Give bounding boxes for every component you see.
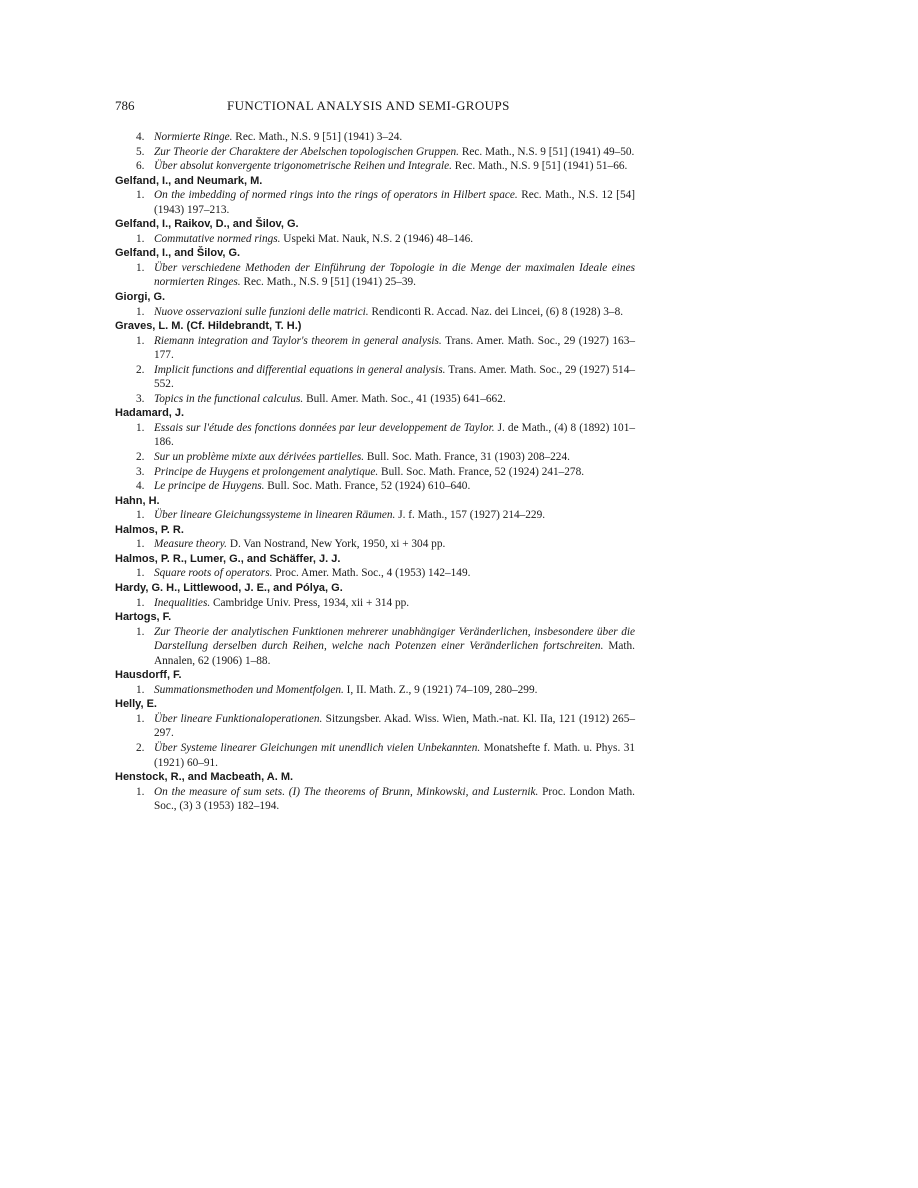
reference-title: Über verschiedene Methoden der Einführung der Topologie in die Menge der maximalen Ideale eines normierten Ringes. [154,261,635,289]
author-heading: Giorgi, G. [115,291,166,304]
reference-title: Square roots of operators. [154,567,273,580]
reference-number: 2. [136,363,145,376]
reference-title: On the measure of sum sets. (I) The theorems of Brunn, Minkowski, and Lusternik. [154,785,539,798]
reference-item [115,130,635,145]
reference-item [115,596,635,611]
reference-source: Sitzungsber. Akad. Wiss. Wien, Math.-nat. Kl. IIa, 121 (1912) 265–297. [154,712,636,740]
reference-source: Trans. Amer. Math. Soc., 29 (1927) 514–552. [154,363,635,391]
reference-number: 1. [136,334,145,347]
reference-number: 1. [136,232,145,245]
reference-number: 1. [136,261,145,274]
reference-source: Rec. Math., N.S. 9 [51] (1941) 49–50. [461,145,635,158]
reference-number: 5. [136,145,145,158]
author-heading: Gelfand, I., and Šilov, G. [115,247,241,260]
author-heading: Helly, E. [115,698,157,711]
reference-item [115,465,635,480]
reference-number: 2. [136,451,145,464]
reference-title: Essais sur l'étude des fonctions données par leur developpement de Taylor. [154,421,495,434]
reference-item [115,421,635,450]
reference-item [115,232,635,247]
reference-title: Principe de Huygens et prolongement analytique. [154,465,379,478]
reference-number: 1. [136,683,145,696]
reference-source: Bull. Soc. Math. France, 52 (1924) 241–278. [381,465,585,478]
reference-title: Normierte Ringe. [154,131,233,143]
reference-source: D. Van Nostrand, New York, 1950, xi + 304 pp. [229,538,446,551]
reference-item [115,566,635,581]
reference-number: 1. [136,596,145,609]
reference-number: 6. [136,160,145,173]
reference-source: Rec. Math., N.S. 12 [54] (1943) 197–213. [154,189,636,216]
reference-title: Inequalities. [154,596,211,609]
reference-item [115,392,635,407]
reference-number: 1. [136,538,145,551]
reference-source: Rec. Math., N.S. 9 [51] (1941) 51–66. [454,160,628,173]
reference-list [115,130,635,814]
reference-number: 1. [136,305,145,318]
reference-number: 1. [136,567,145,580]
reference-title: On the imbedding of normed rings into the rings of operators in Hilbert space. [154,189,518,202]
reference-item [115,785,635,814]
reference-item [115,537,635,552]
reference-number: 3. [136,465,145,478]
reference-title: Riemann integration and Taylor's theorem in general analysis. [154,334,442,347]
reference-source: Math. Annalen, 62 (1906) 1–88. [154,640,635,667]
reference-number: 1. [136,509,145,522]
reference-source: Bull. Soc. Math. France, 52 (1924) 610–640. [267,480,471,493]
reference-source: Bull. Soc. Math. France, 31 (1903) 208–224. [366,451,570,464]
reference-number: 4. [136,480,145,493]
author-heading: Hausdorff, F. [115,669,182,682]
reference-source: Uspeki Mat. Nauk, N.S. 2 (1946) 48–146. [283,232,474,245]
reference-number: 1. [136,712,145,725]
reference-source: Cambridge Univ. Press, 1934, xii + 314 pp. [213,596,410,609]
reference-source: Trans. Amer. Math. Soc., 29 (1927) 163–177. [154,334,635,362]
reference-item [115,188,635,217]
author-heading: Gelfand, I., and Neumark, M. [115,174,263,187]
reference-number: 1. [136,625,145,638]
reference-item [115,159,635,174]
author-heading: Hartogs, F. [115,611,172,624]
reference-source: Rec. Math., N.S. 9 [51] (1941) 25–39. [243,276,417,289]
reference-item [115,625,635,669]
reference-item [115,305,635,320]
reference-title: Implicit functions and differential equations in general analysis. [154,363,446,376]
reference-title: Zur Theorie der Charaktere der Abelschen topologischen Gruppen. [154,145,459,158]
reference-title: Über lineare Funktionaloperationen. [154,712,323,725]
reference-item [115,450,635,465]
reference-item [115,145,635,160]
reference-source: Monatshefte f. Math. u. Phys. 31 (1921) 60–91. [154,741,635,769]
bibliography-page [115,98,635,814]
reference-source: J. f. Math., 157 (1927) 214–229. [398,509,546,522]
reference-number: 1. [136,189,145,202]
reference-item [115,508,635,523]
running-head: FUNCTIONAL ANALYSIS AND SEMI-GROUPS [227,98,510,113]
reference-title: Le principe de Huygens. [154,480,265,493]
page-header [115,98,635,118]
reference-item [115,363,635,392]
reference-title: Über lineare Gleichungssysteme in linearen Räumen. [154,509,396,522]
author-heading: Hardy, G. H., Littlewood, J. E., and Pólya, G. [115,581,343,594]
author-heading: Graves, L. M. (Cf. Hildebrandt, T. H.) [115,320,302,333]
reference-item [115,334,635,363]
reference-item [115,261,635,290]
reference-number: 3. [136,392,145,405]
reference-title: Über absolut konvergente trigonometrische Reihen und Integrale. [154,160,452,173]
reference-source: Proc. London Math. Soc., (3) 3 (1953) 182–194. [154,785,636,813]
reference-title: Sur un problème mixte aux dérivées partielles. [154,451,365,464]
reference-source: Proc. Amer. Math. Soc., 4 (1953) 142–149. [275,567,471,580]
reference-source: Rec. Math., N.S. 9 [51] (1941) 3–24. [235,131,403,143]
reference-source: J. de Math., (4) 8 (1892) 101–186. [154,421,636,449]
author-heading: Gelfand, I., Raikov, D., and Šilov, G. [115,218,299,231]
reference-title: Zur Theorie der analytischen Funktionen mehrerer unabhängiger Veränderlichen, insbesondere über die Darstellung derselben durch Reihen, welche nach Potenzen einer Veränderlichen fortschreiten. [154,625,635,653]
reference-source: Bull. Amer. Math. Soc., 41 (1935) 641–662. [306,392,506,405]
reference-title: Nuove osservazioni sulle funzioni delle matrici. [154,305,369,318]
reference-title: Über Systeme linearer Gleichungen mit unendlich vielen Unbekannten. [154,741,481,754]
author-heading: Hahn, H. [115,494,160,507]
reference-title: Commutative normed rings. [154,232,281,245]
reference-number: 4. [136,131,145,143]
reference-source: I, II. Math. Z., 9 (1921) 74–109, 280–299. [346,683,538,696]
reference-item [115,683,635,698]
reference-source: Rendiconti R. Accad. Naz. dei Lincei, (6) 8 (1928) 3–8. [371,305,624,318]
reference-title: Topics in the functional calculus. [154,392,304,405]
reference-title: Measure theory. [154,538,227,551]
author-heading: Henstock, R., and Macbeath, A. M. [115,771,294,784]
author-heading: Halmos, P. R., Lumer, G., and Schäffer, J. J. [115,552,341,565]
reference-title: Summationsmethoden und Momentfolgen. [154,683,344,696]
author-heading: Halmos, P. R. [115,523,184,536]
reference-item [115,712,635,741]
reference-number: 1. [136,785,145,798]
page-number: 786 [115,98,135,113]
reference-number: 2. [136,741,145,754]
reference-item [115,741,635,770]
reference-number: 1. [136,421,145,434]
reference-item [115,479,635,494]
author-heading: Hadamard, J. [115,407,185,420]
